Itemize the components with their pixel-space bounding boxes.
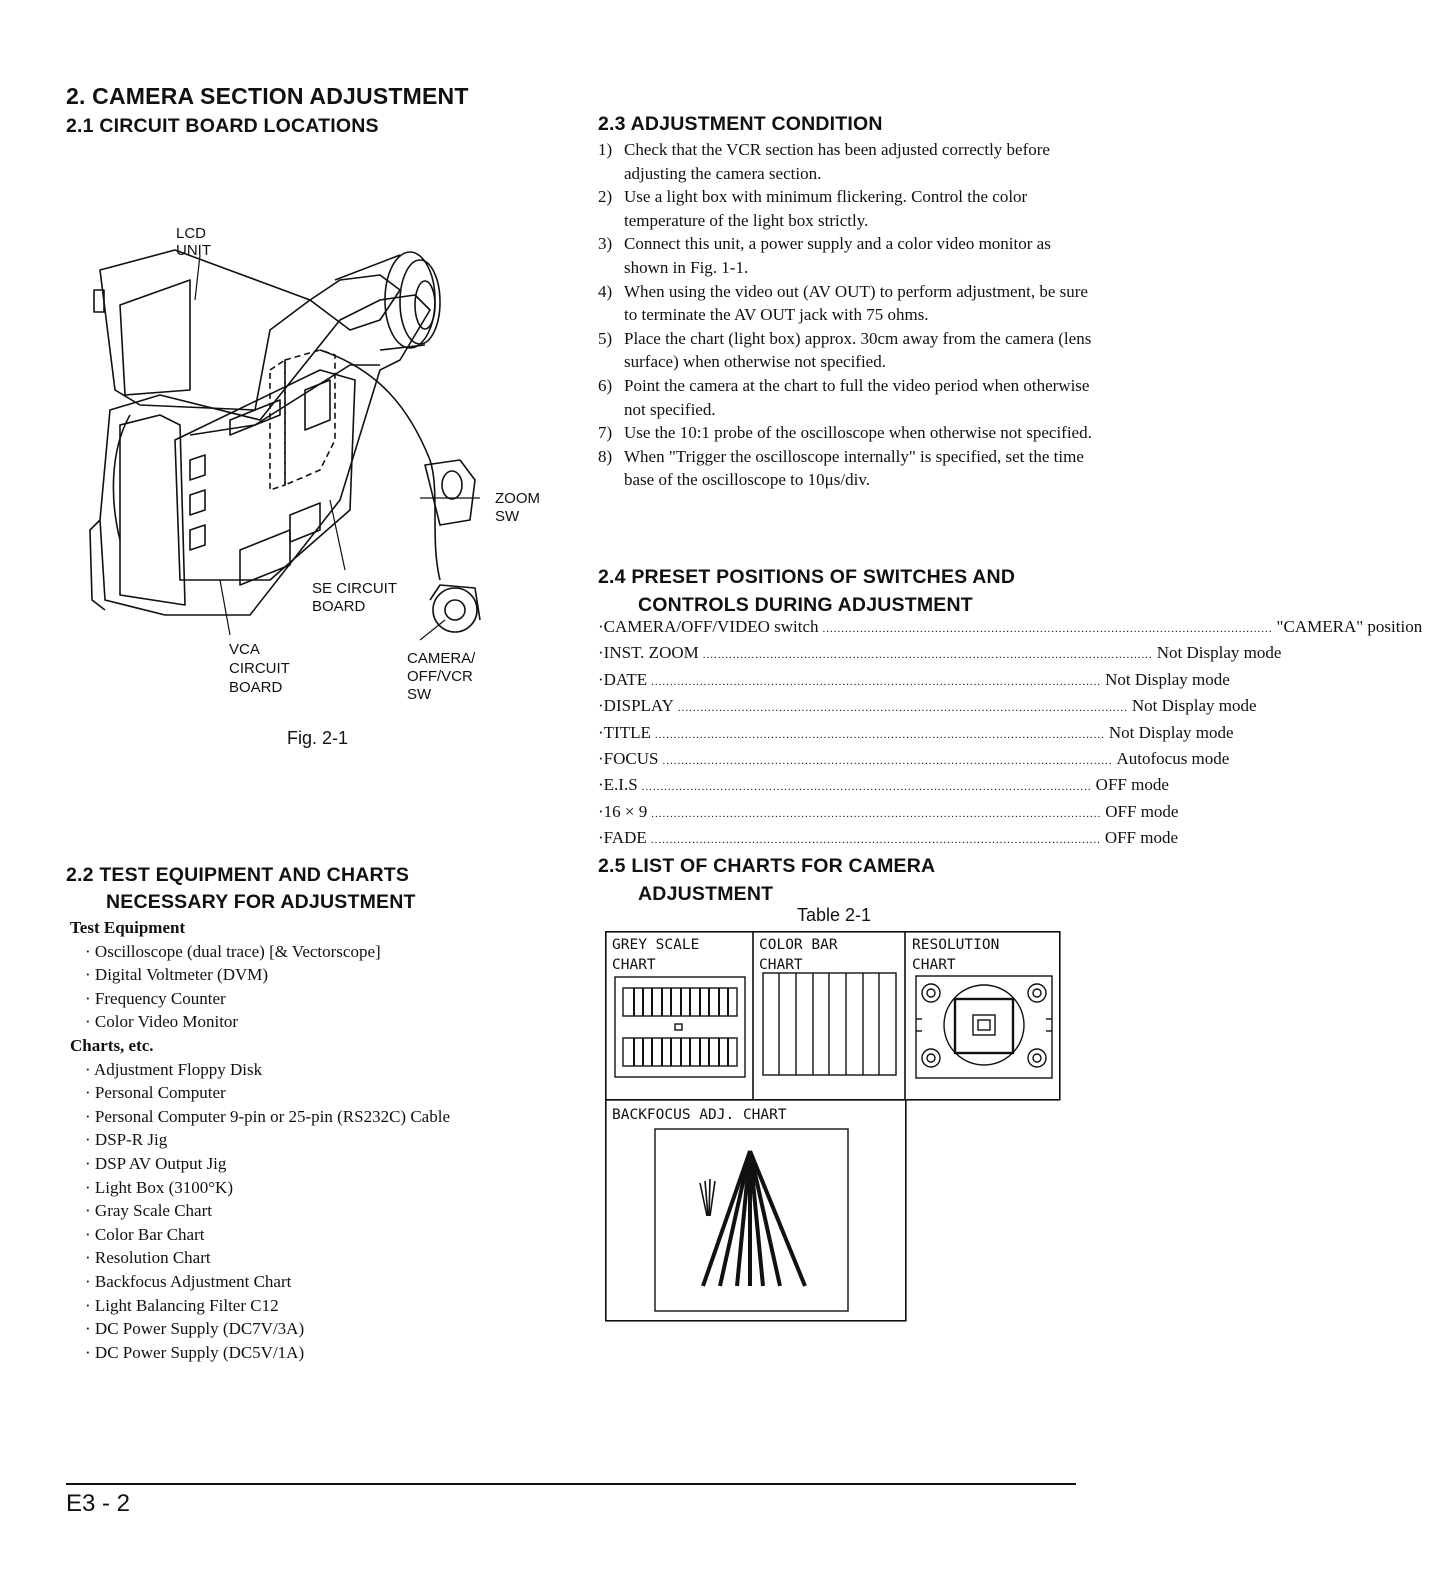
bullet: · <box>85 1106 95 1126</box>
leader-dots: ........................................................................................................................ <box>651 807 1102 820</box>
page-number: E3 - 2 <box>66 1490 131 1517</box>
condition-text: When using the video out (AV OUT) to perform adjustment, be sure to terminate the AV OUT jack with 75 ohms. <box>624 281 1088 325</box>
condition-number: 7) <box>598 423 613 443</box>
grey-scale-line2: CHART <box>612 957 656 973</box>
label-zoom-sw <box>495 490 540 526</box>
label-cam-line1: CAMERA/ <box>407 650 476 667</box>
charts-table <box>605 931 1060 1322</box>
label-vca-circuit-board <box>229 640 290 697</box>
test-equipment-heading: Test Equipment <box>70 918 186 937</box>
resolution-chart-label <box>912 935 999 975</box>
bullet: · <box>85 1271 95 1291</box>
preset-value: Autofocus mode <box>1116 749 1230 769</box>
chart-item <box>70 1270 590 1294</box>
bullet: · <box>85 1224 95 1244</box>
bullet: · <box>598 643 604 663</box>
chart-item <box>70 1199 590 1223</box>
bullet: · <box>85 1319 95 1339</box>
leader-dots: ........................................................................................................................ <box>650 834 1101 847</box>
condition-number: 6) <box>598 375 613 395</box>
color-bar-chart-label <box>759 935 838 975</box>
preset-value: OFF mode <box>1104 828 1179 848</box>
equipment-item-text: Frequency Counter <box>94 988 226 1008</box>
preset-row <box>598 668 1230 694</box>
s22-title-line2: NECESSARY FOR ADJUSTMENT <box>106 891 416 913</box>
condition-item <box>598 185 1098 232</box>
bullet: · <box>85 1248 95 1268</box>
chart-item-text: Light Balancing Filter C12 <box>94 1295 279 1315</box>
bullet: · <box>85 1059 94 1079</box>
preset-value: Not Display mode <box>1108 722 1234 742</box>
bullet: · <box>85 1177 95 1197</box>
preset-row <box>598 747 1230 773</box>
label-lcd-line2: UNIT <box>176 242 211 259</box>
leader-dots: ........................................................................................................................ <box>641 781 1092 794</box>
bullet: · <box>85 1342 95 1362</box>
condition-item <box>598 445 1098 492</box>
chart-item-text: Resolution Chart <box>94 1248 211 1268</box>
equipment-item-text: Oscilloscope (dual trace) [& Vectorscope] <box>94 941 381 961</box>
condition-number: 5) <box>598 328 613 348</box>
equipment-item-text: Color Video Monitor <box>94 1012 239 1032</box>
table-caption: Table 2-1 <box>797 905 872 925</box>
bullet: · <box>85 1295 95 1315</box>
condition-item <box>598 138 1098 185</box>
leader-dots: ........................................................................................................................ <box>651 675 1102 688</box>
bullet: · <box>85 1153 95 1173</box>
preset-name: DISPLAY <box>603 696 674 716</box>
preset-value: Not Display mode <box>1131 696 1257 716</box>
equipment-block <box>70 916 590 1364</box>
preset-row <box>598 641 1282 667</box>
label-cam-line3: SW <box>407 686 432 703</box>
grey-scale-chart-drawing <box>615 977 745 1077</box>
bullet: · <box>85 941 95 961</box>
equipment-item <box>70 987 590 1011</box>
label-cam-line2: OFF/VCR <box>407 668 473 685</box>
s24-title <box>598 563 1015 619</box>
s21-title: 2.1 CIRCUIT BOARD LOCATIONS <box>66 115 379 137</box>
preset-row <box>598 694 1257 720</box>
equipment-item <box>70 963 590 987</box>
preset-name: CAMERA/OFF/VIDEO switch <box>603 617 819 636</box>
bullet: · <box>85 988 95 1008</box>
footer-rule <box>66 1483 1076 1485</box>
s24-title-line1: 2.4 PRESET POSITIONS OF SWITCHES AND <box>598 566 1016 588</box>
figure-caption: Fig. 2-1 <box>287 728 349 748</box>
leader-dots: ........................................................................................................................ <box>677 702 1128 715</box>
chart-item-text: DSP AV Output Jig <box>94 1153 227 1173</box>
condition-number: 2) <box>598 187 613 207</box>
bullet: · <box>598 617 604 636</box>
condition-text: When "Trigger the oscilloscope internally" is specified, set the time base of the oscilloscope to 10μs/div. <box>624 446 1084 490</box>
chart-item-text: Color Bar Chart <box>94 1224 205 1244</box>
backfocus-chart-drawing <box>655 1129 848 1311</box>
condition-item <box>598 327 1098 374</box>
condition-number: 4) <box>598 281 613 301</box>
preset-name: FOCUS <box>603 749 659 769</box>
preset-row <box>598 615 1423 641</box>
chart-item-text: Adjustment Floppy Disk <box>93 1059 263 1079</box>
leader-dots: ........................................................................................................................ <box>702 649 1153 662</box>
condition-text: Connect this unit, a power supply and a color video monitor as shown in Fig. 1-1. <box>624 234 1051 277</box>
bullet: · <box>598 828 604 848</box>
equipment-item <box>70 1010 590 1034</box>
label-vca-line2: CIRCUIT <box>229 660 290 677</box>
preset-row <box>598 773 1169 799</box>
preset-name: 16 × 9 <box>603 801 648 821</box>
leader-dots: ........................................................................................................................ <box>662 755 1113 768</box>
charts-heading: Charts, etc. <box>70 1035 154 1055</box>
bullet: · <box>85 1012 95 1032</box>
leader-dots: ........................................................................................................................ <box>654 728 1105 741</box>
s25-title-line2: ADJUSTMENT <box>638 883 774 905</box>
preset-positions-list <box>598 615 1423 853</box>
bullet: · <box>85 965 95 985</box>
condition-text: Check that the VCR section has been adjusted correctly before adjusting the camera section. <box>624 140 1050 183</box>
color-bar-line1: COLOR BAR <box>759 937 838 953</box>
chart-item <box>70 1246 590 1270</box>
chart-item-text: DSP-R Jig <box>94 1130 168 1150</box>
preset-value: OFF mode <box>1105 801 1179 821</box>
s22-title <box>66 862 416 916</box>
condition-text: Point the camera at the chart to full the video period when otherwise not specified. <box>624 375 1090 419</box>
condition-number: 3) <box>598 234 613 254</box>
preset-name: DATE <box>603 669 648 689</box>
adjustment-condition-list <box>598 138 1098 492</box>
label-se-circuit-board <box>312 580 397 616</box>
chart-item <box>70 1105 590 1129</box>
label-vca-line1: VCA <box>229 641 260 658</box>
condition-number: 8) <box>598 446 613 466</box>
chart-item <box>70 1341 590 1365</box>
bullet: · <box>598 669 604 689</box>
condition-text: Use the 10:1 probe of the oscilloscope when otherwise not specified. <box>624 423 1092 443</box>
equipment-item-text: Digital Voltmeter (DVM) <box>94 965 269 985</box>
preset-value: "CAMERA" position <box>1276 617 1423 636</box>
grey-scale-line1: GREY SCALE <box>612 937 700 953</box>
condition-item <box>598 374 1098 421</box>
chart-item <box>70 1223 590 1247</box>
preset-value: OFF mode <box>1095 775 1169 795</box>
preset-name: FADE <box>603 828 647 848</box>
chart-item-text: Personal Computer <box>94 1083 226 1103</box>
chart-item <box>70 1058 590 1082</box>
bullet: · <box>598 722 604 742</box>
grey-scale-chart-label <box>612 935 699 975</box>
resolution-line1: RESOLUTION <box>912 937 1000 953</box>
figure-2-1 <box>80 220 550 740</box>
chart-item <box>70 1152 590 1176</box>
preset-name: INST. ZOOM <box>603 643 699 663</box>
s24-title-line2: CONTROLS DURING ADJUSTMENT <box>638 594 973 616</box>
chart-item-text: DC Power Supply (DC7V/3A) <box>94 1319 305 1339</box>
color-bar-line2: CHART <box>759 957 803 973</box>
chart-item-text: Gray Scale Chart <box>94 1201 212 1221</box>
resolution-chart-drawing <box>916 976 1052 1078</box>
leader-dots: ........................................................................................................................ <box>822 623 1273 635</box>
color-bar-chart-drawing <box>763 973 896 1075</box>
s25-title-line1: 2.5 LIST OF CHARTS FOR CAMERA <box>598 855 936 877</box>
resolution-line2: CHART <box>912 957 956 973</box>
label-camera-off-vcr-sw <box>407 650 475 704</box>
condition-text: Use a light box with minimum flickering. Control the color temperature of the light box strictly. <box>624 187 1028 230</box>
s23-title: 2.3 ADJUSTMENT CONDITION <box>598 113 883 135</box>
preset-name: TITLE <box>603 722 651 742</box>
preset-value: Not Display mode <box>1156 643 1282 663</box>
label-vca-line3: BOARD <box>229 679 283 696</box>
condition-number: 1) <box>598 140 613 159</box>
test-equipment-list <box>70 940 590 1034</box>
s25-title <box>598 852 935 908</box>
condition-item <box>598 421 1098 445</box>
chart-item <box>70 1081 590 1105</box>
chart-item <box>70 1317 590 1341</box>
chart-item <box>70 1128 590 1152</box>
chart-item <box>70 1176 590 1200</box>
preset-name: E.I.S <box>603 775 638 795</box>
label-lcd-unit <box>176 225 211 259</box>
bullet: · <box>598 749 604 769</box>
chart-item-text: Backfocus Adjustment Chart <box>94 1271 292 1291</box>
bullet: · <box>598 775 604 795</box>
chart-item <box>70 1294 590 1318</box>
condition-item <box>598 280 1098 327</box>
preset-row <box>598 800 1179 826</box>
label-se-line1: SE CIRCUIT <box>312 580 398 597</box>
preset-row <box>598 826 1179 852</box>
chart-item-text: Light Box (3100°K) <box>94 1177 233 1197</box>
condition-item <box>598 232 1098 279</box>
label-lcd-line1: LCD <box>176 225 207 242</box>
charts-list <box>70 1058 590 1365</box>
charts-table-grid <box>605 931 1060 1322</box>
backfocus-chart-label: BACKFOCUS ADJ. CHART <box>612 1107 787 1123</box>
equipment-item <box>70 940 590 964</box>
bullet: · <box>85 1130 95 1150</box>
label-se-line2: BOARD <box>312 598 366 615</box>
label-zoom-line2: SW <box>495 508 520 525</box>
preset-value: Not Display mode <box>1105 669 1230 689</box>
section-title: 2. CAMERA SECTION ADJUSTMENT <box>66 83 469 109</box>
label-zoom-line1: ZOOM <box>495 490 540 507</box>
bullet: · <box>598 801 604 821</box>
chart-item-text: DC Power Supply (DC5V/1A) <box>94 1342 305 1362</box>
camcorder-drawing <box>80 220 550 740</box>
preset-row <box>598 721 1234 747</box>
bullet: · <box>598 696 604 716</box>
condition-text: Place the chart (light box) approx. 30cm away from the camera (lens surface) when otherwise not specified. <box>624 328 1092 372</box>
chart-item-text: Personal Computer 9-pin or 25-pin (RS232C) Cable <box>94 1106 450 1126</box>
s22-title-line1: 2.2 TEST EQUIPMENT AND CHARTS <box>66 864 410 886</box>
bullet: · <box>85 1083 95 1103</box>
bullet: · <box>85 1201 95 1221</box>
